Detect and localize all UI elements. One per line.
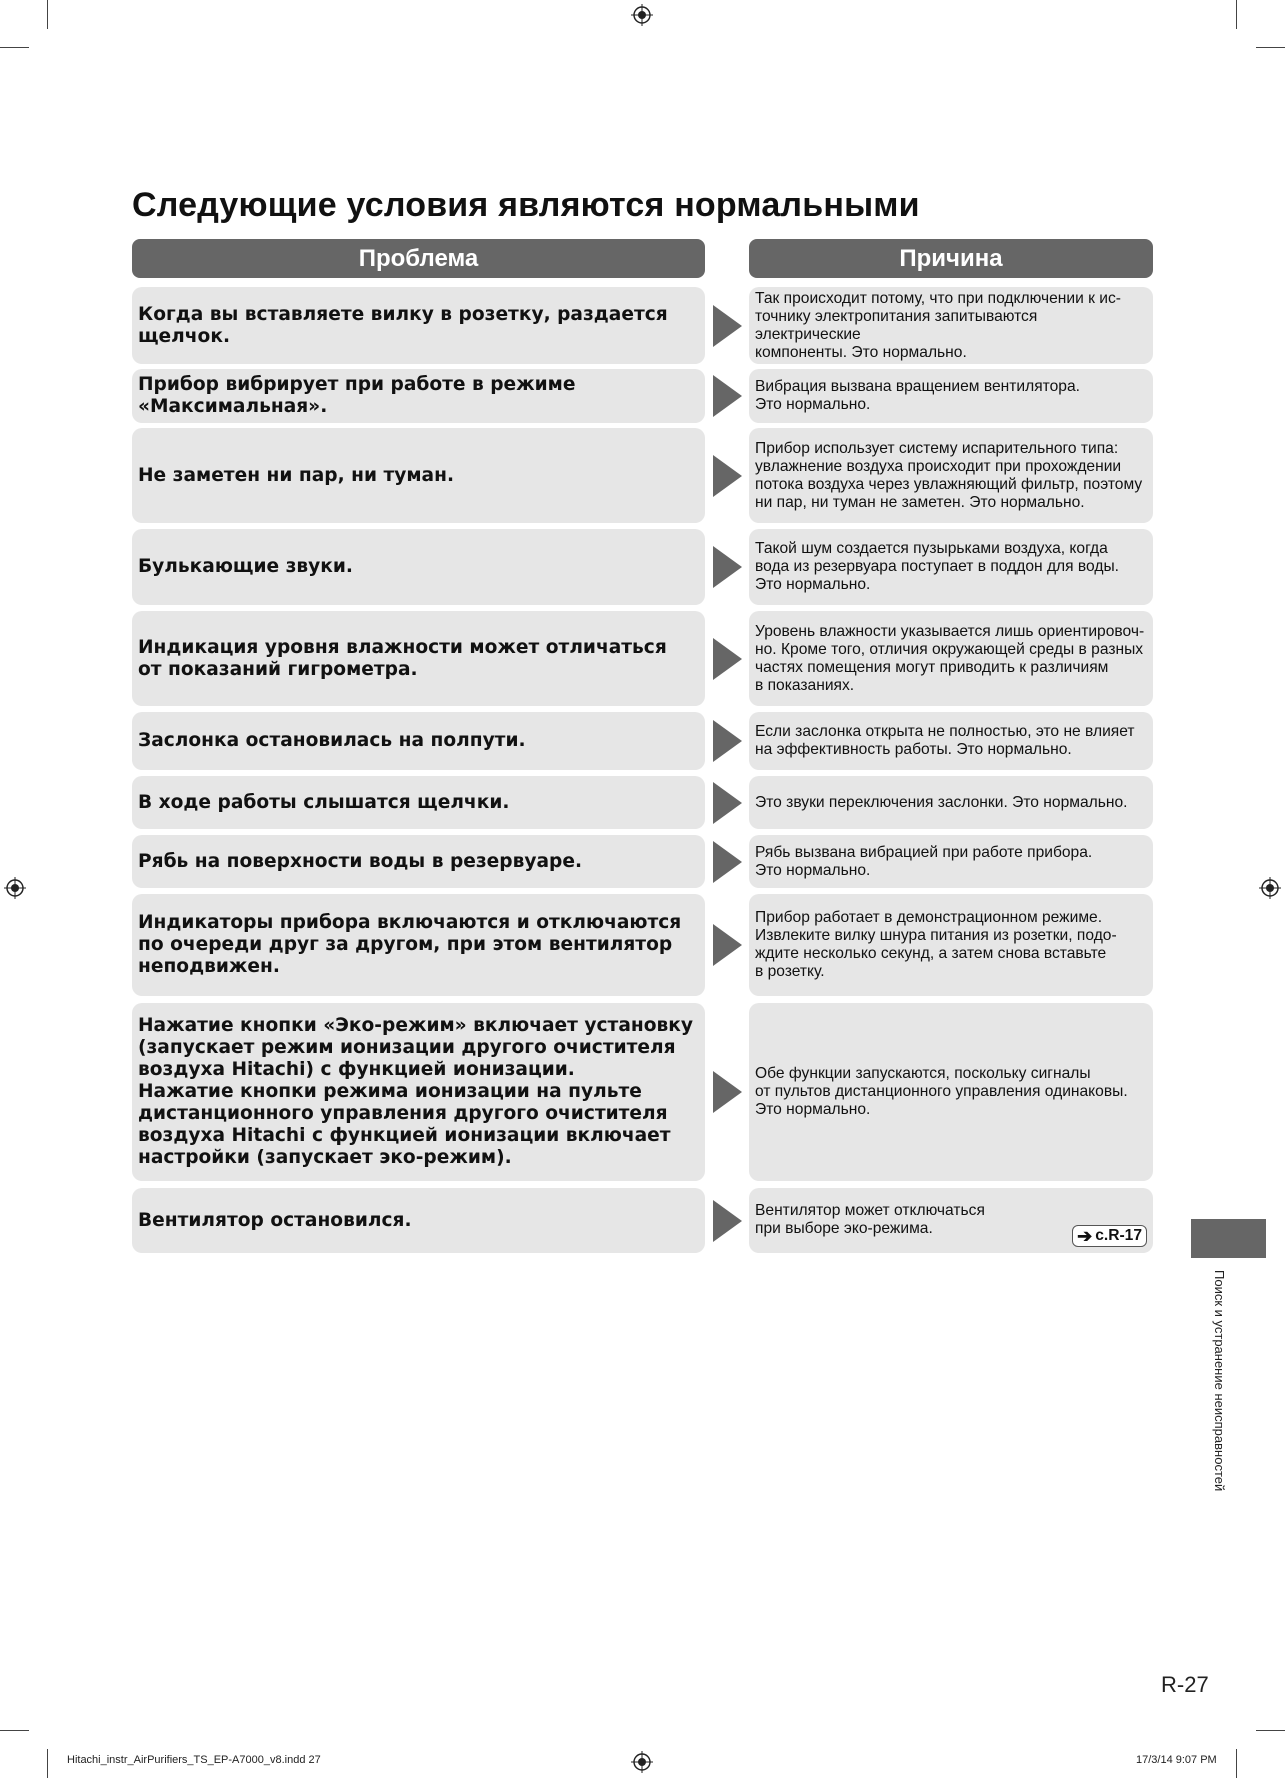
cause-cell	[749, 529, 1153, 605]
problem-cell	[132, 776, 705, 829]
cause-cell	[749, 776, 1153, 829]
problem-cell	[132, 835, 705, 888]
cause-cell	[749, 1003, 1153, 1181]
problem-cell	[132, 1188, 705, 1253]
cause-text: Это звуки переключения заслонки. Это нормально.	[755, 793, 1128, 811]
registration-mark-icon	[631, 4, 653, 26]
problem-column-header: Проблема	[132, 239, 705, 278]
page-title: Следующие условия являются нормальными	[132, 186, 920, 224]
problem-cell	[132, 1003, 705, 1181]
table-row	[132, 712, 1153, 770]
cause-text: Вентилятор может отключаться при выборе эко-режима.	[755, 1202, 985, 1237]
crop-mark	[1236, 1749, 1237, 1778]
arrow-right-icon	[713, 1071, 742, 1113]
cause-cell	[749, 1188, 1153, 1253]
problem-cell	[132, 428, 705, 523]
arrow-right-icon	[713, 841, 742, 883]
cause-column-header: Причина	[749, 239, 1153, 278]
cause-text: Так происходит потому, что при подключении к ис- точнику электропитания запитываются электрические компоненты. Это нормально.	[755, 289, 1121, 361]
registration-mark-icon	[631, 1751, 653, 1773]
cause-cell	[749, 428, 1153, 523]
cause-text: Если заслонка открыта не полностью, это не влияет на эффективность работы. Это нормально.	[755, 723, 1135, 758]
problem-cell	[132, 712, 705, 770]
crop-mark	[0, 1730, 29, 1731]
arrow-right-icon	[713, 546, 742, 588]
cause-text: Уровень влажности указывается лишь ориентировоч- но. Кроме того, отличия окружающей среды в разных частях помещения могут приводить к различиям в показаниях.	[755, 622, 1145, 694]
table-row	[132, 369, 1153, 423]
problem-cell	[132, 529, 705, 605]
arrow-right-icon	[713, 924, 742, 966]
problem-cell	[132, 369, 705, 423]
table-row	[132, 894, 1153, 996]
problem-text: Не заметен ни пар, ни туман.	[138, 464, 455, 486]
arrow-right-icon	[713, 1200, 742, 1242]
problem-text: Когда вы вставляете вилку в розетку, раздается щелчок.	[138, 303, 668, 347]
cause-cell	[749, 712, 1153, 770]
crop-mark	[47, 1749, 48, 1778]
footer-date: 17/3/14 9:07 PM	[1136, 1754, 1217, 1766]
cause-cell	[749, 287, 1153, 364]
arrow-right-icon	[713, 305, 742, 347]
footer-file-name: Hitachi_instr_AirPurifiers_TS_EP-A7000_v8.indd 27	[67, 1754, 321, 1766]
cause-text: Вибрация вызвана вращением вентилятора. Это нормально.	[755, 378, 1080, 413]
table-row	[132, 529, 1153, 605]
cause-text: Обе функции запускаются, поскольку сигналы от пультов дистанционного управления одинаковы. Это нормально.	[755, 1065, 1128, 1118]
table-row	[132, 428, 1153, 523]
problem-cell	[132, 611, 705, 706]
problem-cell	[132, 287, 705, 364]
problem-text: Нажатие кнопки «Эко-режим» включает установку (запускает режим ионизации другого очистителя воздуха Hitachi) с функцией ионизации. Нажатие кнопки режима ионизации на пульте дистанционного управления другого очистителя воздуха Hitachi с функцией ионизации включает настройки (запускает эко-режим).	[138, 1015, 694, 1168]
cause-text: Рябь вызвана вибрацией при работе прибора. Это нормально.	[755, 843, 1093, 879]
cause-cell	[749, 611, 1153, 706]
page-reference-label: с.R-17	[1095, 1227, 1142, 1244]
arrow-right-icon	[713, 782, 742, 824]
cause-cell	[749, 835, 1153, 888]
page-number: R-27	[1161, 1672, 1209, 1697]
problem-text: Вентилятор остановился.	[138, 1209, 412, 1231]
table-row	[132, 776, 1153, 829]
problem-text: Индикация уровня влажности может отличаться от показаний гигрометра.	[138, 636, 667, 680]
problem-cell	[132, 894, 705, 996]
crop-mark	[47, 0, 48, 29]
crop-mark	[1256, 1730, 1285, 1731]
problem-text: В ходе работы слышатся щелчки.	[138, 791, 510, 813]
arrow-right-icon	[713, 375, 742, 417]
table-row	[132, 611, 1153, 706]
problem-text: Рябь на поверхности воды в резервуаре.	[138, 850, 583, 872]
problem-text: Прибор вибрирует при работе в режиме «Максимальная».	[138, 374, 576, 417]
problem-text: Булькающие звуки.	[138, 556, 353, 577]
crop-mark	[1236, 0, 1237, 29]
cause-text: Прибор использует систему испарительного типа: увлажнение воздуха происходит при прохождении потока воздуха через увлажняющий фильтр, поэтому ни пар, ни туман не заметен. Это нормально.	[755, 439, 1143, 511]
cause-cell	[749, 894, 1153, 996]
arrow-right-icon	[713, 720, 742, 762]
problem-text: Заслонка остановилась на полпути.	[138, 730, 526, 751]
arrow-right-icon	[713, 455, 742, 497]
table-row	[132, 1188, 1153, 1253]
registration-mark-icon	[1259, 877, 1281, 899]
section-tab	[1191, 1219, 1266, 1258]
registration-mark-icon	[4, 877, 26, 899]
cause-cell	[749, 369, 1153, 423]
crop-mark	[1256, 47, 1285, 48]
problem-text: Индикаторы прибора включаются и отключаются по очереди друг за другом, при этом вентилятор неподвижен.	[138, 912, 682, 977]
table-row	[132, 287, 1153, 364]
arrow-right-icon	[713, 638, 742, 680]
cause-text: Прибор работает в демонстрационном режиме. Извлеките вилку шнура питания из розетки, подо- ждите несколько секунд, а затем снова вставьте в розетку.	[755, 909, 1117, 980]
table-row	[132, 835, 1153, 888]
page-reference-link[interactable]	[1072, 1225, 1147, 1247]
cause-text: Такой шум создается пузырьками воздуха, когда вода из резервуара поступает в поддон для воды. Это нормально.	[755, 540, 1120, 593]
crop-mark	[0, 47, 29, 48]
arrow-right-icon: ➔	[1077, 1226, 1093, 1246]
table-row	[132, 1003, 1153, 1181]
section-side-label: Поиск и устранение неисправностей	[1212, 1270, 1227, 1492]
